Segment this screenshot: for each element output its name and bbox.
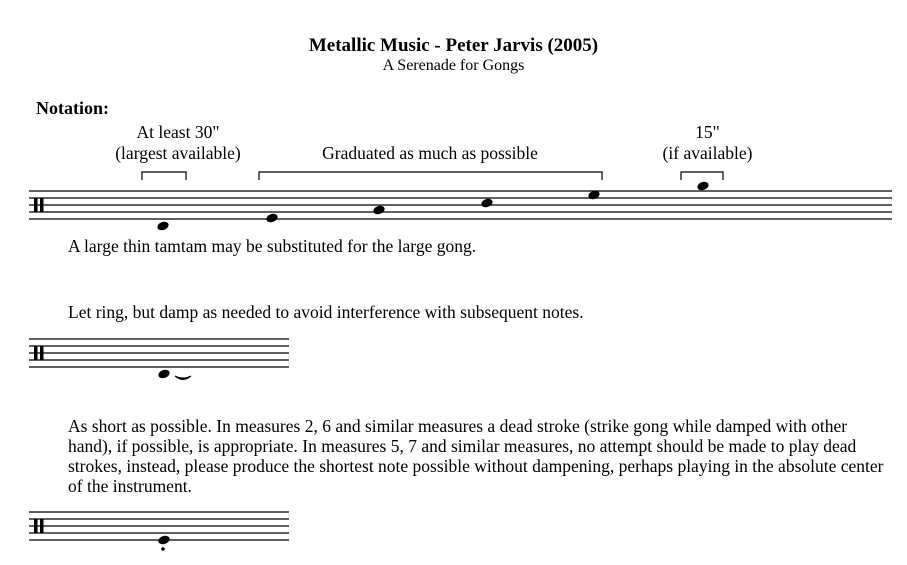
smallest-gong-label-note: (if available): [662, 143, 753, 163]
short-staff: [29, 512, 289, 540]
bracket-smallest: [681, 172, 723, 180]
short-note-text: As short as possible. In measures 2, 6 and similar measures a dead stroke (strike gong while damped with other hand), if possible, is appropriate. In measures 5, 7 and similar measures, no attempt should be made to play dead strokes, instead, please produce the shortest note possible without dampening, perhaps playing in the absolute center of the instrument.: [68, 416, 884, 496]
notation-heading: Notation:: [36, 98, 109, 118]
let-ring-note: [157, 368, 171, 379]
largest-gong-label-note: (largest available): [115, 143, 241, 163]
smallest-gong-label-size: 15": [695, 122, 720, 142]
main-staff: [29, 191, 892, 219]
page-title: Metallic Music - Peter Jarvis (2005): [308, 35, 599, 56]
note-largest-gong: [156, 220, 170, 231]
let-ring-staff: [29, 339, 289, 367]
note-gong-2: [265, 212, 279, 223]
short-note: [157, 534, 171, 545]
note-gong-4: [480, 197, 494, 208]
note-gong-3: [372, 204, 386, 215]
graduated-gongs-label: Graduated as much as possible: [322, 143, 538, 163]
bracket-largest: [142, 172, 186, 180]
let-ring-tie: [175, 376, 191, 380]
note-smallest-gong: [696, 180, 710, 191]
let-ring-note-text: Let ring, but damp as needed to avoid interference with subsequent notes.: [68, 302, 584, 322]
largest-gong-label-size: At least 30": [136, 122, 220, 142]
tamtam-note: A large thin tamtam may be substituted for the large gong.: [68, 236, 477, 256]
main-staff-notes: [156, 180, 710, 231]
page-subtitle: A Serenade for Gongs: [382, 57, 525, 74]
bracket-graduated: [259, 172, 602, 180]
staccato-dot: [161, 547, 165, 551]
